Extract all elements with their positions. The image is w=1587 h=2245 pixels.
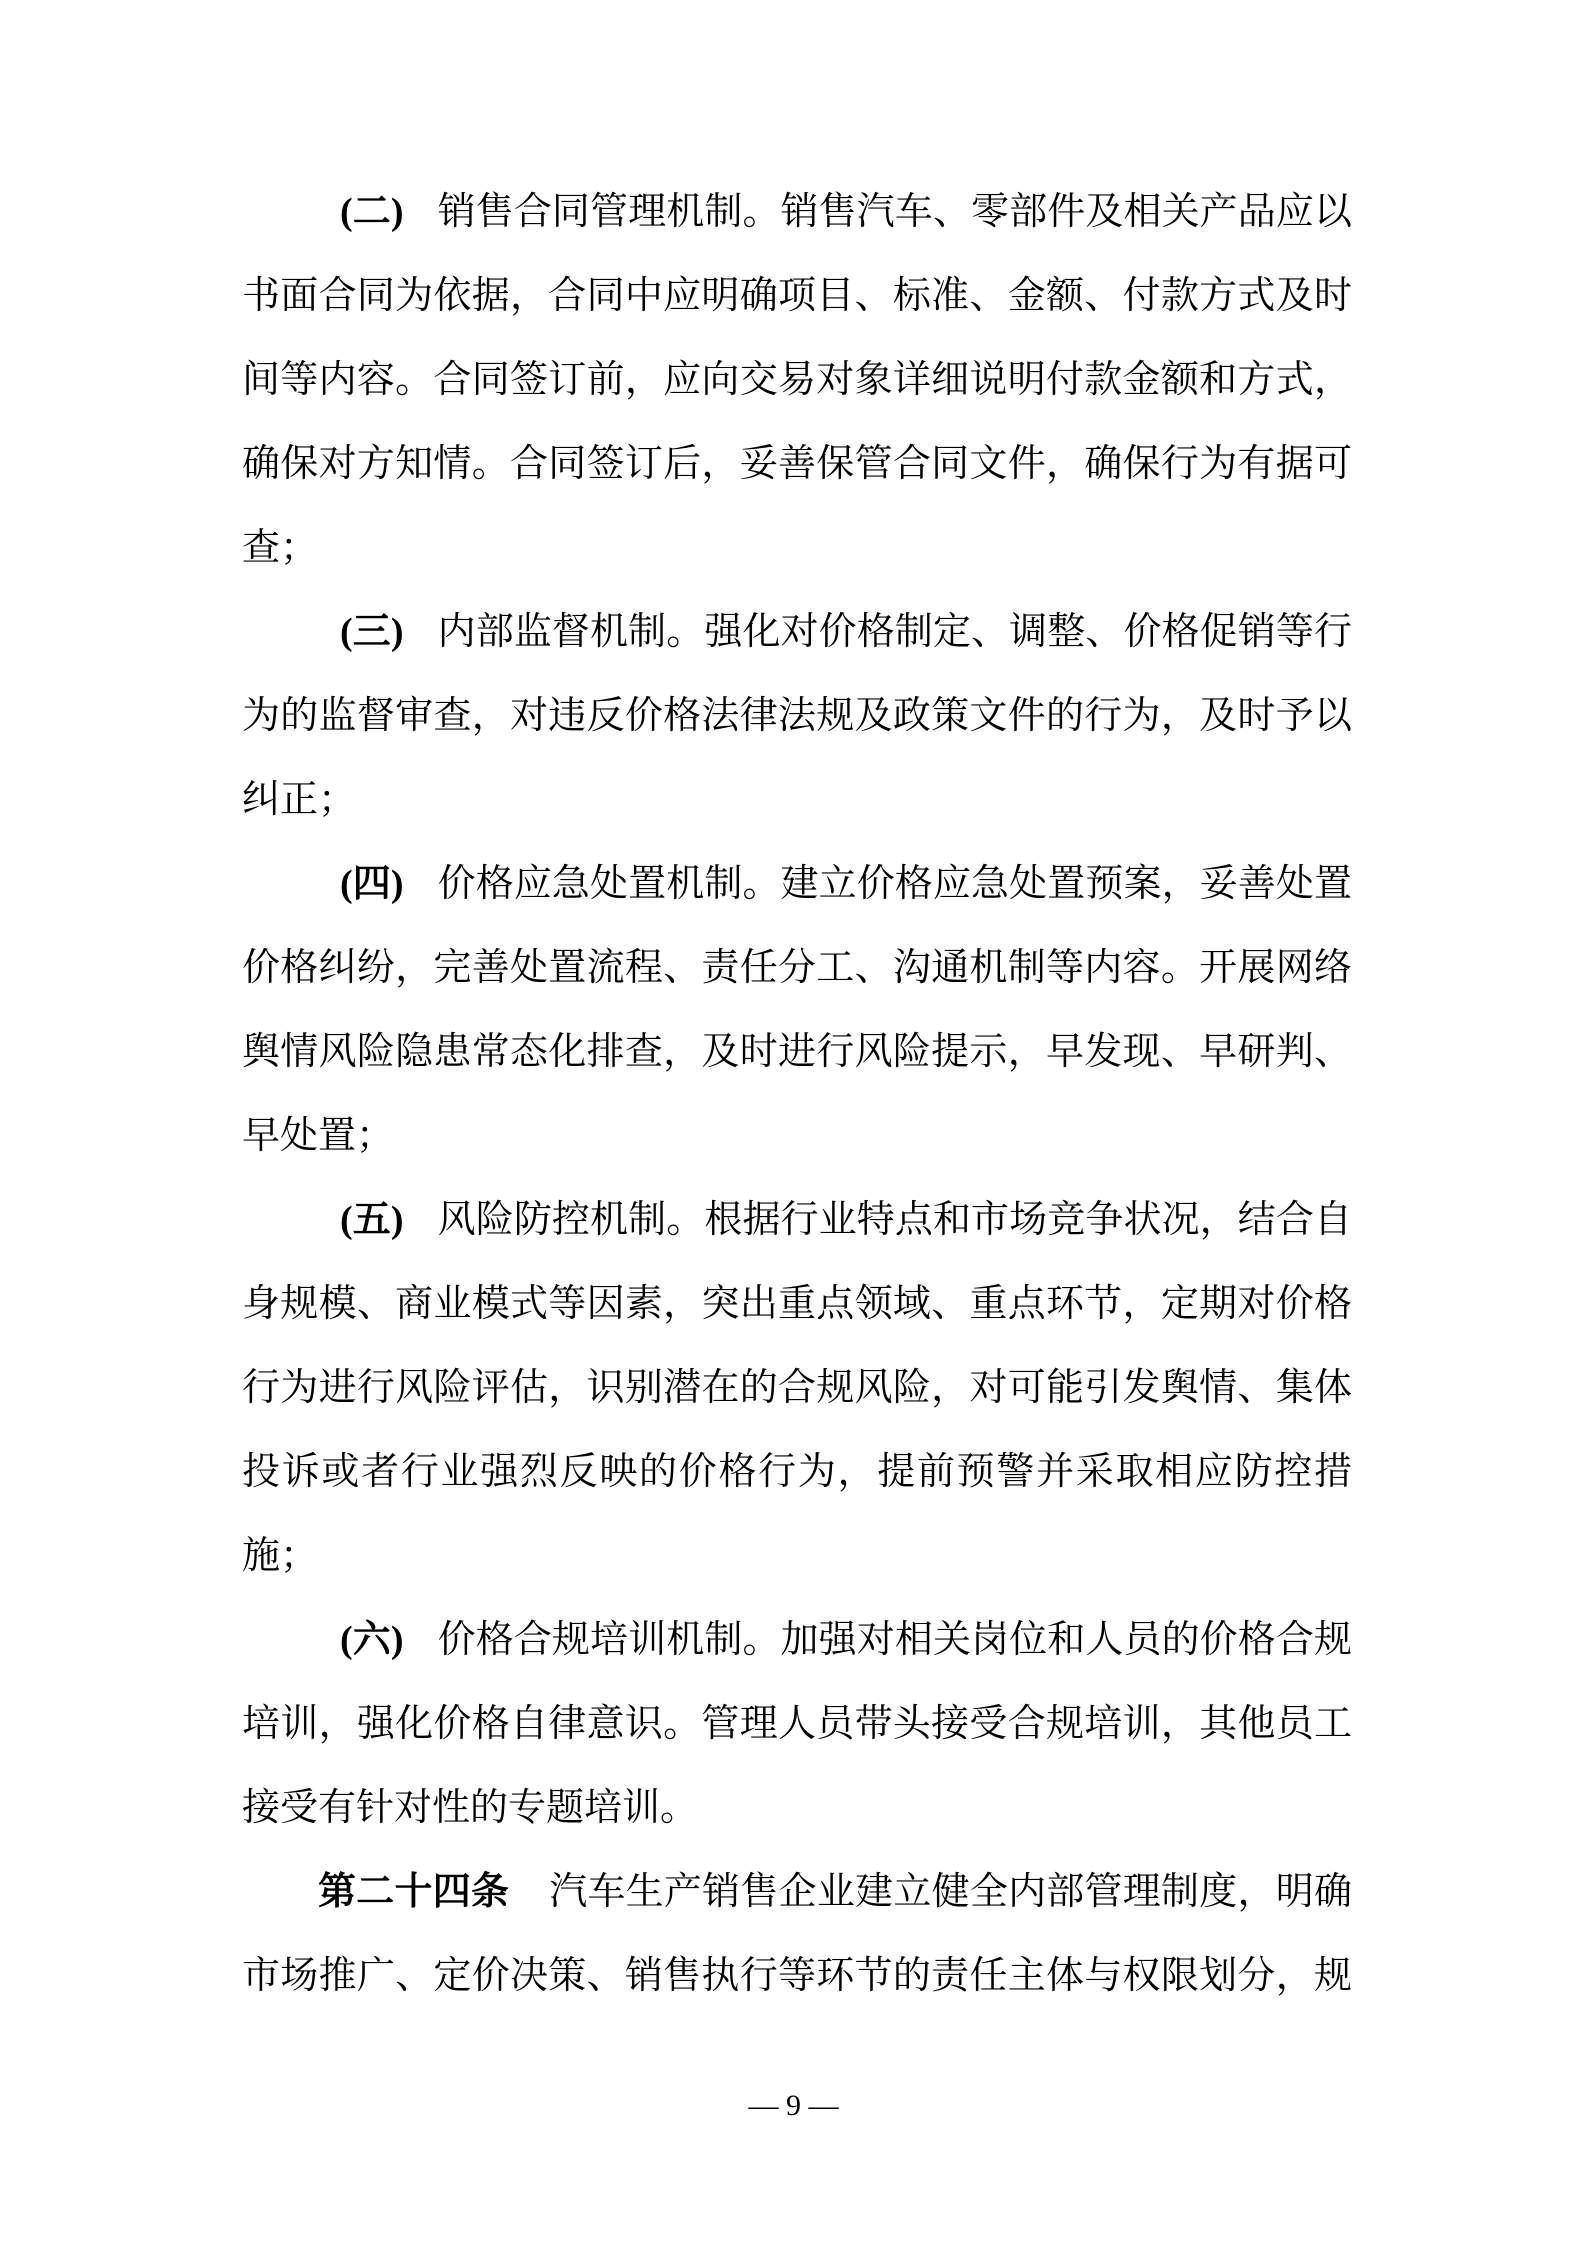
line-text: 汽车生产销售企业建立健全内部管理制度，明确 — [549, 1871, 1352, 1913]
text-line: 书面合同为依据，合同中应明确项目、标准、金额、付款方式及时 — [242, 275, 1352, 317]
item-number: (六) — [340, 1619, 404, 1661]
text-line — [242, 170, 1352, 254]
page-number: — 9 — — [748, 2089, 839, 2122]
line-text: 价格合规培训机制。加强对相关岗位和人员的价格合规 — [437, 1619, 1352, 1661]
text-line: 早处置； — [242, 1115, 395, 1157]
item-number: (二) — [340, 191, 404, 233]
line-text: 风险防控机制。根据行业特点和市场竞争状况，结合自 — [437, 1199, 1352, 1241]
text-line: 纠正； — [242, 779, 357, 821]
text-line: 确保对方知情。合同签订后，妥善保管合同文件，确保行为有据可 — [242, 443, 1352, 485]
line-text: 内部监督机制。强化对价格制定、调整、价格促销等行 — [437, 611, 1352, 653]
text-line: 身规模、商业模式等因素，突出重点领域、重点环节，定期对价格 — [242, 1283, 1352, 1325]
text-line: 接受有针对性的专题培训。 — [242, 1787, 699, 1829]
item-number: (四) — [340, 863, 404, 905]
text-line: 间等内容。合同签订前，应向交易对象详细说明付款金额和方式， — [242, 359, 1352, 401]
article-number: 第二十四条 — [318, 1871, 510, 1913]
text-line — [242, 842, 1352, 926]
document-body — [242, 170, 1352, 2018]
text-line — [242, 1598, 1352, 1682]
text-line: 查； — [242, 527, 319, 569]
text-line: 行为进行风险评估，识别潜在的合规风险，对可能引发舆情、集体 — [242, 1367, 1352, 1409]
text-line: 培训，强化价格自律意识。管理人员带头接受合规培训，其他员工 — [242, 1703, 1352, 1745]
item-number: (五) — [340, 1199, 404, 1241]
text-line — [242, 1178, 1352, 1262]
text-line: 价格纠纷，完善处置流程、责任分工、沟通机制等内容。开展网络 — [242, 947, 1352, 989]
text-line: 舆情风险隐患常态化排查，及时进行风险提示，早发现、早研判、 — [242, 1031, 1352, 1073]
text-line: 投诉或者行业强烈反映的价格行为，提前预警并采取相应防控措 — [242, 1451, 1352, 1493]
line-text: 销售合同管理机制。销售汽车、零部件及相关产品应以 — [437, 191, 1352, 233]
text-line: 为的监督审查，对违反价格法律法规及政策文件的行为，及时予以 — [242, 695, 1352, 737]
text-line — [242, 590, 1352, 674]
item-number: (三) — [340, 611, 404, 653]
text-line: 市场推广、定价决策、销售执行等环节的责任主体与权限划分，规 — [242, 1955, 1352, 1997]
text-line — [242, 1850, 1352, 1934]
line-text: 价格应急处置机制。建立价格应急处置预案，妥善处置 — [437, 863, 1352, 905]
text-line: 施； — [242, 1535, 319, 1577]
